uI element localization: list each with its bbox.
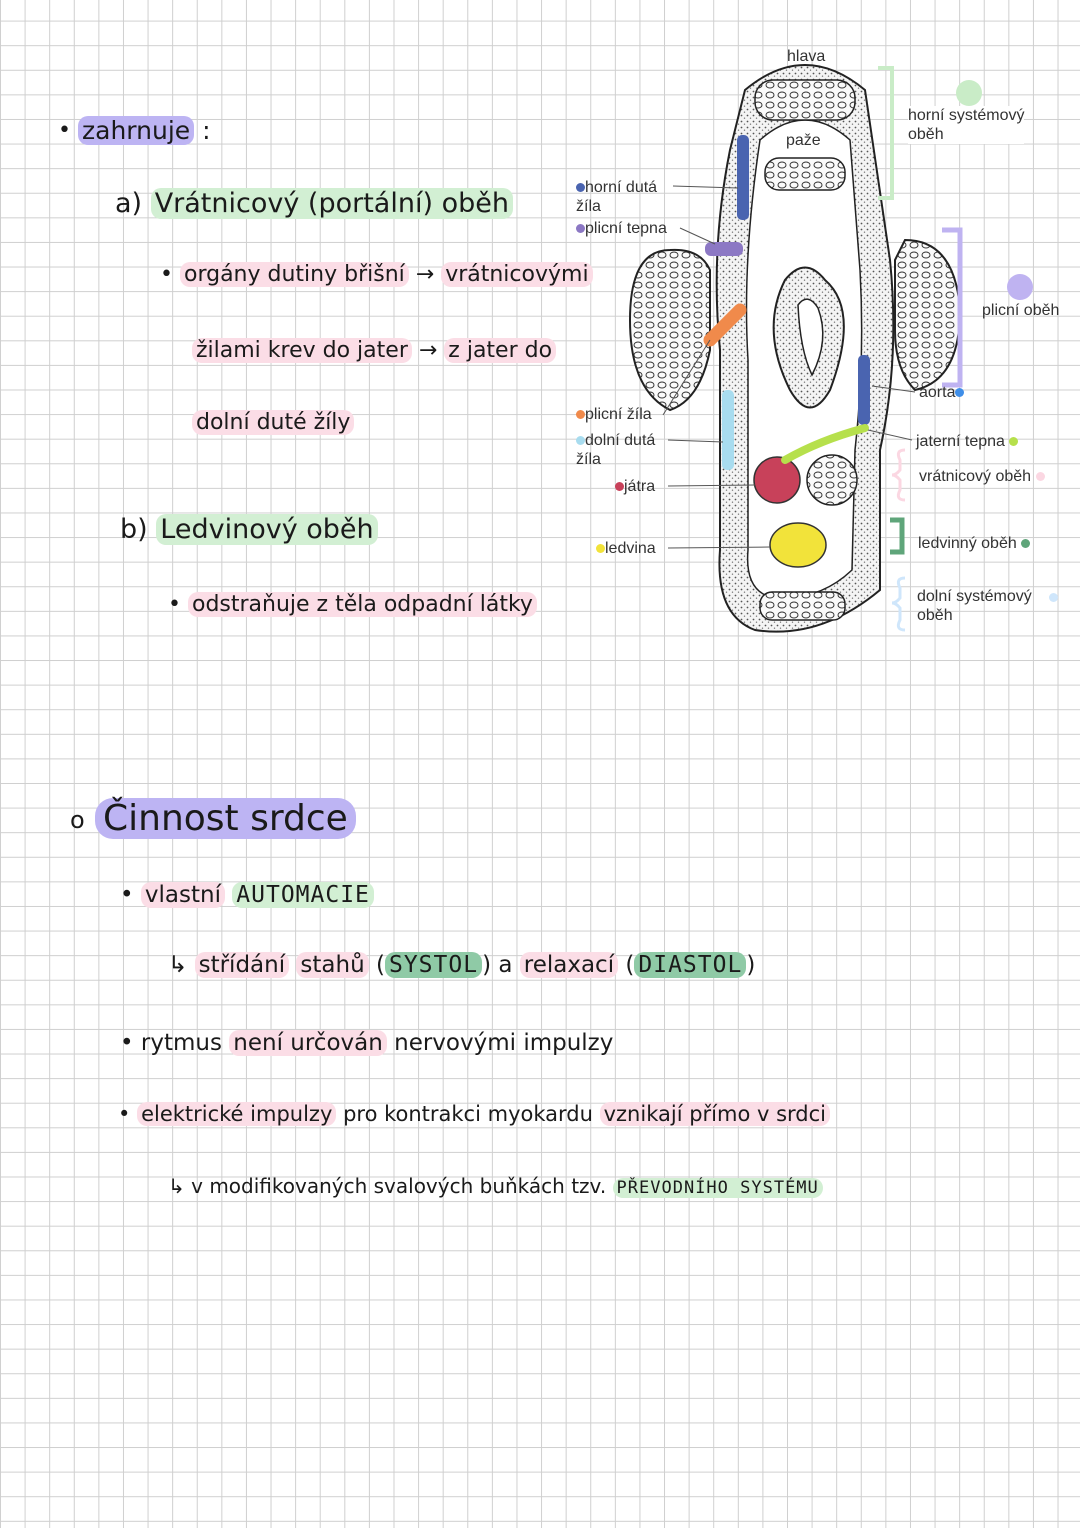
- h3s-a: v modifikovaných svalových buňkách tzv.: [191, 1174, 607, 1198]
- h3-b: pro kontrakci myokardu: [343, 1102, 593, 1126]
- note-zahrnuje: [78, 116, 211, 145]
- h1-b: AUTOMACIE: [232, 882, 374, 908]
- a1-l2-a: žilami krev do jater: [192, 338, 412, 363]
- a1-l2-arrow: →: [418, 338, 438, 363]
- lower-systemic-bracket: [892, 578, 905, 630]
- dot-dolni-systemovy-wrap: [1049, 588, 1058, 607]
- label-ledvina-text: ledvina: [605, 540, 656, 557]
- upper-systemic-bracket: [878, 68, 892, 198]
- label-dolni-duta-text: dolní dutá žíla: [576, 432, 656, 468]
- label-plicni-zila: [576, 405, 652, 424]
- h1s-a: střídání: [195, 952, 290, 978]
- h1s-d: SYSTOL: [385, 952, 482, 978]
- note-h2: [120, 1030, 613, 1056]
- h2-c: nervovými impulzy: [394, 1030, 614, 1056]
- renal-bracket: [890, 520, 902, 552]
- aorta-color: [858, 355, 870, 425]
- label-dolni-duta-zila: [576, 431, 655, 469]
- label-aorta: [919, 383, 964, 402]
- heading-bullet: o: [70, 806, 85, 834]
- a1-l2-b: z jater do: [444, 338, 556, 363]
- h3s-b: PŘEVODNÍHO SYSTÉMU: [613, 1178, 823, 1198]
- a1-bullet: •: [160, 262, 180, 287]
- label-hlava: hlava: [787, 48, 826, 65]
- dot-plicni-obeh: [1007, 274, 1033, 300]
- liver-capillaries: [754, 457, 800, 503]
- label-jatra-text: játra: [624, 478, 656, 495]
- dot-aorta: [955, 388, 964, 397]
- label-vratnicovy-obeh: [919, 467, 1045, 486]
- dot-horni-duta: [576, 183, 585, 192]
- dot-plicni-tepna: [576, 224, 585, 233]
- dot-ledvina: [596, 544, 605, 553]
- label-dolni-systemovy-obeh: [917, 587, 1032, 625]
- arm-capillaries: [765, 158, 845, 190]
- dot-jaterni-tepna: [1009, 437, 1018, 446]
- h1s-f: relaxací: [520, 952, 618, 978]
- h2-bullet: •: [120, 1030, 141, 1056]
- label-plicni-obeh: plicní oběh: [982, 302, 1060, 319]
- label-horni-systemovy-text: horní systémový oběh: [908, 107, 1025, 143]
- h3s-arrow: ↳: [168, 1174, 185, 1198]
- zahrnuje-colon: :: [202, 116, 211, 145]
- note-a1-line2: [192, 338, 556, 363]
- lower-body-capillaries: [760, 592, 845, 620]
- left-lung: [630, 250, 710, 410]
- h1s-e: ) a: [482, 952, 513, 978]
- h1s-g: (: [625, 952, 635, 978]
- heading-text: Činnost srdce: [95, 798, 356, 839]
- note-h1-sub: [168, 952, 755, 978]
- label-plicni-tepna: [576, 219, 667, 238]
- h1s-h: DIASTOL: [634, 952, 746, 978]
- head-capillaries: [755, 80, 855, 120]
- a-title-text: Vrátnicový (portální) oběh: [151, 188, 513, 219]
- h2-a: rytmus: [140, 1030, 222, 1056]
- label-plicni-zila-text: plicní žíla: [585, 406, 652, 423]
- kidney-capillaries: [770, 523, 826, 567]
- h2-b: není určován: [229, 1030, 387, 1056]
- h1s-i: ): [746, 952, 756, 978]
- h3-a: elektrické impulzy: [137, 1102, 336, 1126]
- a1-l3: dolní duté žíly: [192, 410, 354, 435]
- h1-bullet: •: [120, 882, 141, 908]
- dot-vratnicovy: [1036, 472, 1045, 481]
- label-jatra: [615, 477, 655, 496]
- leader-plicni-tepna: [680, 228, 715, 244]
- label-ledvina: [596, 539, 656, 558]
- h1s-c: (: [375, 952, 385, 978]
- h3-bullet: •: [118, 1102, 138, 1126]
- label-ledvinny-text: ledvinný oběh: [918, 535, 1017, 552]
- h3-c: vznikají přímo v srdci: [600, 1102, 830, 1126]
- h1s-b: stahů: [296, 952, 368, 978]
- dot-ledvinny: [1021, 539, 1030, 548]
- label-jaterni-tepna-text: jaterní tepna: [916, 433, 1005, 450]
- h1s-arrow: ↳: [168, 952, 188, 978]
- note-b-title: [120, 514, 378, 545]
- b-prefix: b): [120, 514, 148, 545]
- label-horni-duta-text: horní dutá žíla: [576, 179, 658, 215]
- note-h1: [120, 882, 374, 908]
- label-plicni-tepna-text: plicní tepna: [585, 220, 667, 237]
- dot-dolni-systemovy: [1049, 593, 1058, 602]
- note-a1-line1: [160, 262, 593, 287]
- dot-plicni-zila: [576, 410, 585, 419]
- dot-horni-systemovy: [956, 80, 982, 106]
- portal-bracket: [892, 450, 905, 500]
- a1-l1-a: orgány dutiny břišní: [180, 262, 409, 287]
- a1-l1-arrow: →: [415, 262, 435, 287]
- label-dolni-systemovy-text: dolní systémový oběh: [917, 588, 1032, 624]
- zahrnuje-text: zahrnuje: [78, 116, 194, 145]
- right-lung: [895, 240, 960, 390]
- a1-l1-b: vrátnicovými: [441, 262, 592, 287]
- note-a1-line3: [192, 410, 354, 435]
- leader-dolni-duta: [668, 440, 723, 442]
- b1-text: odstraňuje z těla odpadní látky: [188, 592, 537, 617]
- label-paze: paže: [786, 132, 821, 149]
- a-prefix: a): [115, 188, 143, 219]
- label-aorta-text: aorta: [919, 384, 956, 401]
- label-vratnicovy-text: vrátnicový oběh: [919, 468, 1032, 485]
- inferior-vena-cava-color: [722, 390, 734, 470]
- dot-dolni-duta: [576, 436, 585, 445]
- note-h3-sub: [168, 1174, 823, 1198]
- superior-vena-cava-color: [737, 135, 749, 220]
- bullet-zahrnuje: •: [58, 118, 71, 143]
- label-horni-systemovy-obeh: [908, 80, 982, 106]
- intestine-capillaries: [807, 455, 857, 505]
- dot-jatra: [615, 482, 624, 491]
- label-horni-duta-zila: [576, 178, 657, 216]
- heading-cinnost-srdce: [95, 798, 356, 839]
- note-b1: [168, 592, 537, 617]
- b1-bullet: •: [168, 592, 188, 617]
- b-title-text: Ledvinový oběh: [156, 514, 377, 545]
- note-a-title: [115, 188, 513, 219]
- label-ledvinny-obeh: [918, 534, 1030, 553]
- label-jaterni-tepna: [916, 432, 1018, 451]
- label-plicni-obeh-dot: [1007, 274, 1033, 300]
- note-h3: [118, 1102, 830, 1126]
- h1-a: vlastní: [141, 882, 225, 908]
- pulmonary-artery-color: [705, 242, 743, 256]
